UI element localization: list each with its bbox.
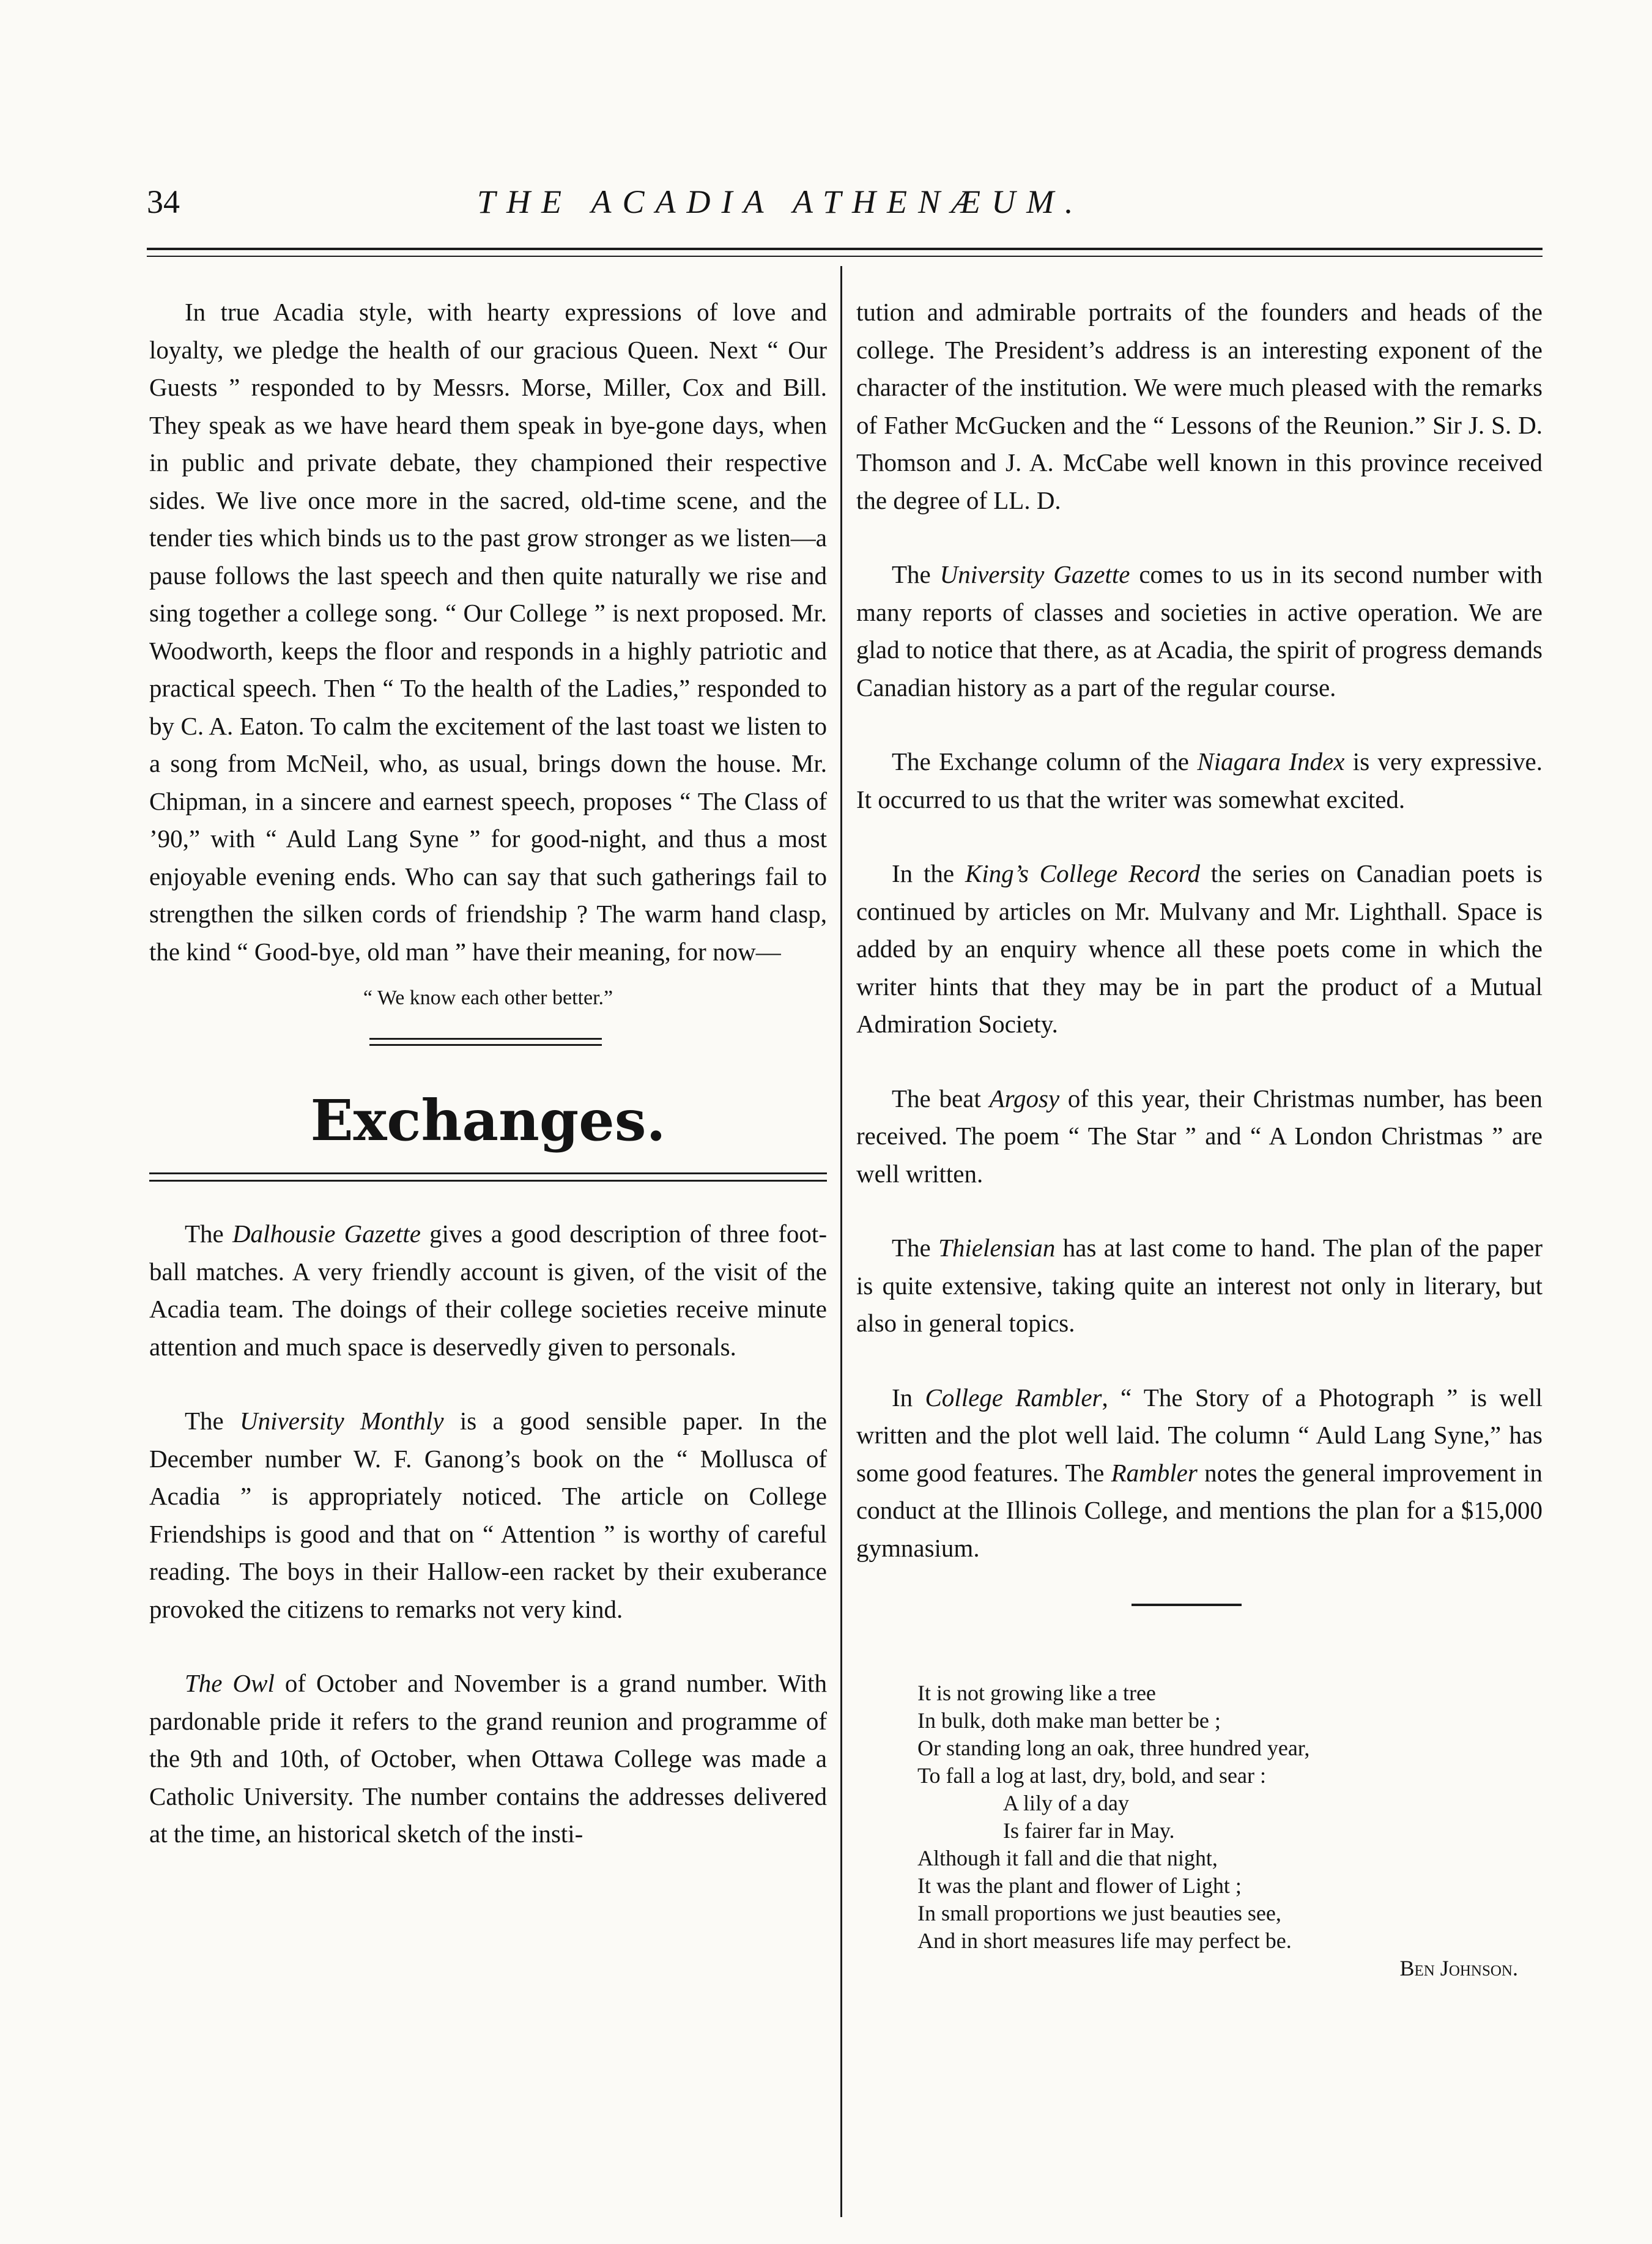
poem-line: Is fairer far in May. bbox=[1003, 1818, 1175, 1843]
poem-line: In bulk, doth make man better be ; bbox=[917, 1708, 1221, 1733]
exchange-niagara-index: The Exchange column of the Niagara Index is very expressive. It occurred to us that the writer was somewhat excited. bbox=[856, 747, 1543, 813]
header-rule-bottom bbox=[147, 256, 1543, 257]
publication-title: College Rambler bbox=[925, 1383, 1102, 1412]
left-column bbox=[149, 294, 827, 1890]
exchange-thielensian: The Thielensian has at last come to hand. The plan of the paper is quite extensive, taking quite an interest not only in literary, but also in general topics. bbox=[856, 1234, 1543, 1337]
publication-title: Niagara Index bbox=[1197, 747, 1345, 776]
column-divider bbox=[840, 266, 842, 2217]
exchange-college-rambler: In College Rambler, “ The Story of a Photograph ” is well written and the plot well laid. The column “ Auld Lang Syne,” has some good features. The Rambler notes the general improvement in conduct at the Illinois College, and mentions the plan for a $15,000 gymnasium. bbox=[856, 1383, 1543, 1562]
poem-line: A lily of a day bbox=[1003, 1791, 1129, 1815]
heading-ornament-rule-top bbox=[369, 1038, 602, 1040]
heading-rule-bottom bbox=[149, 1180, 827, 1182]
poem-line: And in short measures life may perfect be. bbox=[917, 1928, 1292, 1953]
poem-line: It is not growing like a tree bbox=[917, 1681, 1156, 1705]
poem-author: Ben Johnson. bbox=[1399, 1956, 1518, 1980]
exchange-kings-college-record: In the King’s College Record the series on Canadian poets is continued by articles on Mr. Mulvany and Mr. Lighthall. Space is added by an enquiry whence all these poets come in which the writer hints that they may be in part the product of a Mutual Admiration Society. bbox=[856, 859, 1543, 1038]
publication-title: University Monthly bbox=[239, 1407, 444, 1435]
closing-quote: “ We know each other better.” bbox=[363, 987, 613, 1009]
heading-ornament-rule-bottom bbox=[369, 1044, 602, 1046]
publication-title: Argosy bbox=[989, 1084, 1060, 1113]
poem-line: To fall a log at last, dry, bold, and sear : bbox=[917, 1763, 1266, 1788]
exchange-owl-continued: tution and admirable portraits of the founders and heads of the college. The President’s address is an interesting exponent of the character of the institution. We were much pleased with the remarks of Father McGucken and the “ Lessons of the Reunion.” Sir J. S. D. Thomson and J. A. McCabe well known in this province received the degree of LL. D. bbox=[856, 298, 1543, 514]
publication-title: Rambler bbox=[1111, 1458, 1198, 1487]
publication-title: Dalhousie Gazette bbox=[232, 1220, 421, 1248]
poem-line: Or standing long an oak, three hundred year, bbox=[917, 1736, 1310, 1760]
page-header bbox=[0, 177, 1652, 239]
page-number: 34 bbox=[147, 183, 180, 220]
poem-separator-rule bbox=[1132, 1604, 1242, 1606]
poem-line: Although it fall and die that night, bbox=[917, 1846, 1218, 1870]
heading-rule-top bbox=[149, 1172, 827, 1174]
publication-title: University Gazette bbox=[939, 560, 1130, 588]
exchange-university-gazette: The University Gazette comes to us in its second number with many reports of classes and societies in active operation. We are glad to notice that there, as at Acadia, the spirit of progress demands Canadian history as a part of the regular course. bbox=[856, 560, 1543, 702]
exchange-owl: The Owl of October and November is a grand number. With pardonable pride it refers to the grand reunion and programme of the 9th and 10th, of October, when Ottawa College was made a Catholic University. The number contains the addresses delivered at the time, an historical sketch of the insti- bbox=[149, 1669, 827, 1848]
exchange-university-monthly: The University Monthly is a good sensible paper. In the December number W. F. Ganong’s book on the “ Mollusca of Acadia ” is appropriately noticed. The article on College Friendships is good and that on “ Attention ” is worthy of careful reading. The boys in their Hallow-een racket by their exuberance provoked the citizens to remarks not very kind. bbox=[149, 1407, 828, 1623]
exchange-argosy: The beat Argosy of this year, their Christmas number, has been received. The poem “ The Star ” and “ A London Christmas ” are well written. bbox=[856, 1084, 1543, 1188]
poem bbox=[917, 1679, 1543, 1982]
publication-title: King’s College Record bbox=[965, 859, 1200, 887]
poem-line: In small proportions we just beauties see, bbox=[917, 1901, 1281, 1925]
publication-title: The Owl bbox=[185, 1669, 275, 1697]
section-heading-exchanges: Exchanges. bbox=[310, 1087, 666, 1153]
journal-title: THE ACADIA ATHENÆUM. bbox=[477, 183, 1084, 220]
banquet-paragraph: In true Acadia style, with hearty expressions of love and loyalty, we pledge the health of our gracious Queen. Next “ Our Guests ” responded to by Messrs. Morse, Miller, Cox and Bill. They speak as we have heard them speak in bye-gone days, when in public and private debate, they championed their respective sides. We live once more in the sacred, old-time scene, and the tender ties which binds us to the past grow stronger as we listen—a pause follows the last speech and then quite naturally we rise and sing together a college song. “ Our College ” is next proposed. Mr. Woodworth, keeps the floor and responds in a highly patriotic and practical speech. Then “ To the health of the Ladies,” responded to by C. A. Eaton. To calm the excitement of the last toast we listen to a song from McNeil, who, as usual, brings down the house. Mr. Chipman, in a sincere and earnest speech, proposes “ The Class of ’90,” with “ Auld Lang Syne ” for good-night, and thus a most enjoyable evening ends. Who can say that such gatherings fail to strengthen the silken cords of friendship ? The warm hand clasp, the kind “ Good-bye, old man ” have their meaning, for now— bbox=[149, 298, 827, 966]
right-column bbox=[856, 294, 1543, 1982]
publication-title: Thielensian bbox=[938, 1234, 1056, 1262]
poem-line: It was the plant and flower of Light ; bbox=[917, 1873, 1242, 1898]
section-heading-block bbox=[149, 1038, 827, 1191]
header-rule-top bbox=[147, 248, 1543, 250]
exchange-dalhousie: The Dalhousie Gazette gives a good description of three foot-ball matches. A very friendly account is given, of the visit of the Acadia team. The doings of their college societies receive minute attention and much space is deservedly given to personals. bbox=[149, 1220, 827, 1361]
